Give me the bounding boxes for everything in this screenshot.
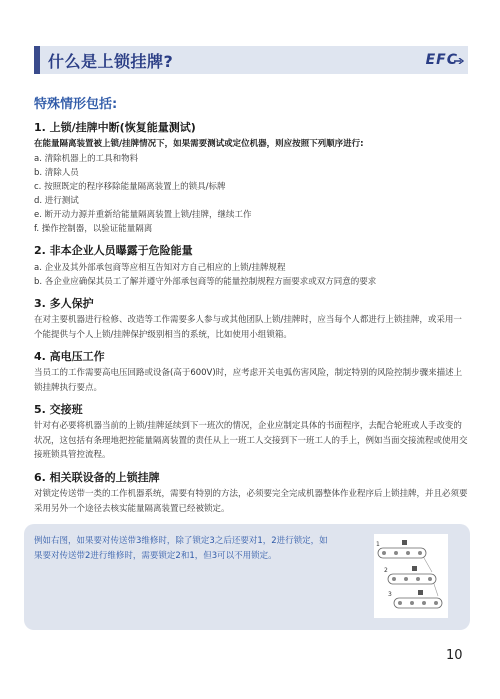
page-header <box>34 46 468 74</box>
section-title: 5. 交接班 <box>34 403 83 416</box>
figure-label: 3 <box>388 591 392 598</box>
list-item: a. 企业及其外部承包商等应相互告知对方自己相应的上锁/挂牌规程 <box>34 263 286 273</box>
section-title: 6. 相关联设备的上锁挂牌 <box>34 471 160 484</box>
section-1 <box>34 120 470 236</box>
section-text: 当员工的工作需要高电压回路或设备(高于600V)时，应考虑开关电弧伤害风险，制定特别的风险控制步骤来描述上锁挂牌执行要点。 <box>34 368 463 393</box>
list-item: b. 各企业应确保其员工了解并遵守外部承包商等的能量控制规程方面要求或双方同意的要求 <box>34 277 377 287</box>
list-item: b. 清除人员 <box>34 168 79 178</box>
section-3 <box>34 296 470 342</box>
section-title: 2. 非本企业人员曝露于危险能量 <box>34 244 193 257</box>
section-6 <box>34 470 470 516</box>
example-callout <box>24 524 470 630</box>
example-text: 例如右图，如果要对传送带3维修时，除了锁定3之后还要对1，2进行锁定，如果要对传送带2进行维修时，需要锁定2和1，但3可以不用锁定。 <box>34 536 328 561</box>
logo-arrow-icon <box>454 58 464 64</box>
section-2 <box>34 243 470 289</box>
section-4 <box>34 349 470 395</box>
section-5 <box>34 402 470 463</box>
section-text: 在对主要机器进行检修、改造等工作需要多人参与或其他团队上锁/挂牌时，应当每个人都进行上锁挂牌，或采用一个能提供与个人上锁/挂牌保护级别相当的系统，比如使用小组锁箱。 <box>34 315 462 340</box>
list-item: d. 进行测试 <box>34 196 79 206</box>
section-lead: 在能量隔离装置被上锁/挂牌情况下，如果需要测试或定位机器，则应按照下列顺序进行: <box>34 139 364 149</box>
page-title: 什么是上锁挂牌? <box>48 52 174 71</box>
conveyor-diagram-icon <box>374 534 448 618</box>
figure-label: 1 <box>376 541 380 548</box>
figure-label: 2 <box>384 567 388 574</box>
list-item: a. 清除机器上的工具和物料 <box>34 154 139 164</box>
section-text: 针对有必要将机器当前的上锁/挂牌延续到下一班次的情况，企业应制定具体的书面程序，去配合轮班或人手改变的状况，这包括有条理地把控能量隔离装置的责任从上一班工人交接到下一班工人的手上，例如当面交接流程或使用交接班锁具管控流程。 <box>34 421 468 460</box>
section-title: 3. 多人保护 <box>34 297 94 310</box>
section-title: 1. 上锁/挂牌中断(恢复能量测试) <box>34 121 196 134</box>
efc-logo <box>426 52 458 68</box>
section-text: 对锁定传送带一类的工作机器系统，需要有特别的方法，必须要完全完成机器整体作业程序后上锁挂牌，并且必须要采用另外一个途径去核实能量隔离装置已经被锁定。 <box>34 489 468 514</box>
section-subtitle: 特殊情形包括: <box>34 97 118 112</box>
section-title: 4. 高电压工作 <box>34 350 105 363</box>
page-number: 10 <box>446 648 463 663</box>
logo-text: EFC <box>425 52 458 68</box>
list-item: f. 操作控制器，以验证能量隔离 <box>34 224 153 234</box>
list-item: c. 按照既定的程序移除能量隔离装置上的锁具/标牌 <box>34 182 226 192</box>
list-item: e. 断开动力源并重新给能量隔离装置上锁/挂牌，继续工作 <box>34 210 252 220</box>
header-accent-bar <box>34 46 40 74</box>
conveyor-figure <box>374 534 448 618</box>
